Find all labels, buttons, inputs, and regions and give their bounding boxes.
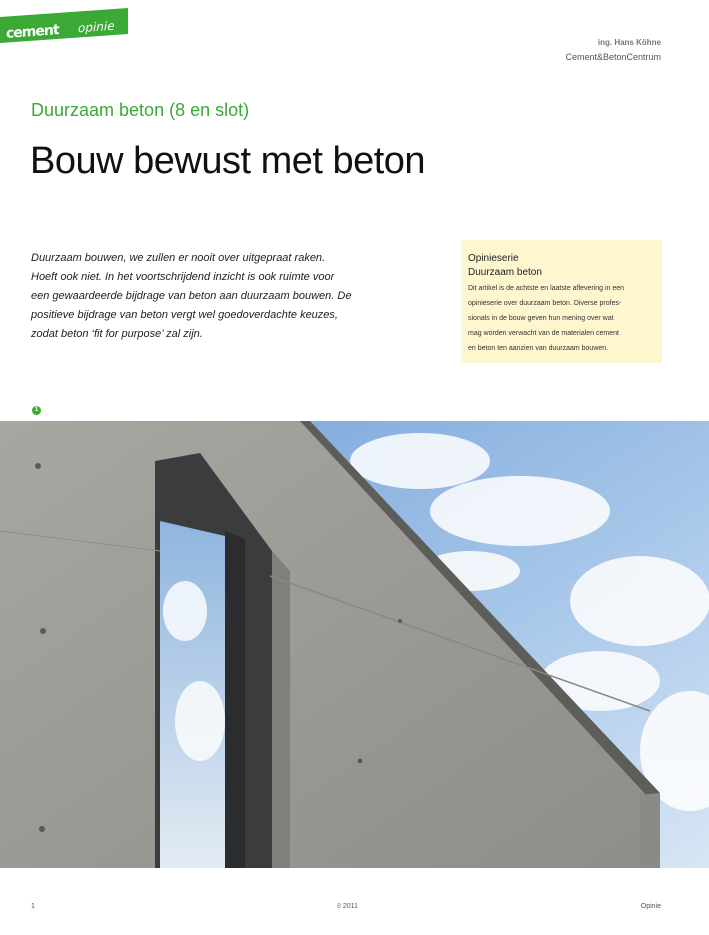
infobox-heading: Opinieserie bbox=[468, 253, 519, 264]
infobox-line: Dit artikel is de achtste en laatste aflevering in een bbox=[468, 285, 625, 292]
issue-year: 2011 bbox=[342, 903, 358, 910]
lead-line: een gewaardeerde bijdrage van beton aan duurzaam bouwen. De bbox=[31, 290, 352, 302]
article-lead bbox=[31, 249, 361, 344]
series-infobox bbox=[461, 240, 662, 363]
issue-number: 8 bbox=[337, 903, 341, 910]
article-kicker: Duurzaam beton (8 en slot) bbox=[31, 100, 250, 120]
issue-info bbox=[337, 903, 358, 910]
infobox-subheading: Duurzaam beton bbox=[468, 267, 542, 278]
concrete-building-photo bbox=[0, 421, 709, 868]
lead-line: zodat beton ‘fit for purpose’ zal zijn. bbox=[31, 328, 203, 340]
brand-logo: cement bbox=[6, 22, 59, 42]
photo-number-marker: 1 bbox=[32, 406, 41, 415]
infobox-line: opinieserie over duurzaam beton. Diverse profes- bbox=[468, 300, 622, 307]
lead-line: Duurzaam bouwen, we zullen er nooit over uitgepraat raken. bbox=[31, 252, 326, 264]
infobox-body bbox=[468, 281, 655, 356]
infobox-line: sionals in de bouw geven hun mening over wat bbox=[468, 315, 614, 322]
author-name: ing. Hans Köhne bbox=[597, 38, 661, 47]
article-title: Bouw bewust met beton bbox=[30, 140, 426, 182]
author-organization: Cement&BetonCentrum bbox=[565, 52, 661, 62]
brand-section-label: opinie bbox=[78, 18, 115, 36]
lead-line: positieve bijdrage van beton vergt wel goedoverdachte keuzes, bbox=[31, 309, 338, 321]
footer-section: Opinie bbox=[640, 903, 661, 910]
infobox-line: en beton ten aanzien van duurzaam bouwen. bbox=[468, 345, 609, 352]
page-number: 1 bbox=[31, 903, 35, 910]
lead-line: Hoeft ook niet. In het voortschrijdend inzicht is ook ruimte voor bbox=[31, 271, 335, 283]
infobox-line: mag worden verwacht van de materialen cement bbox=[468, 330, 619, 337]
